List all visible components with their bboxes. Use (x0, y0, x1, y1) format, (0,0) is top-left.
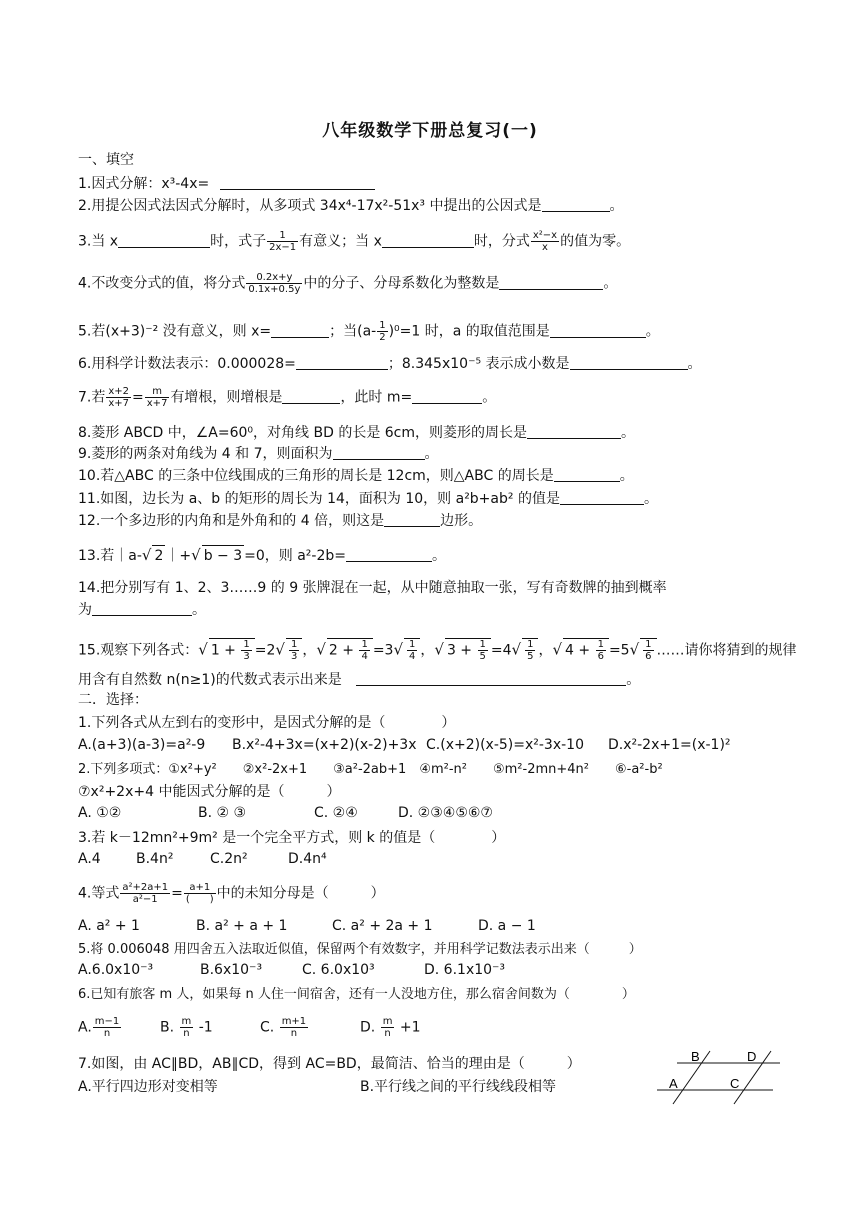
section-choice-heading: 二．选择： (78, 692, 148, 708)
choice-q1-option-c[interactable]: C.(x+2)(x-5)=x²-3x-10 (426, 737, 584, 753)
fill-q8: 8.菱形 ABCD 中，∠A=60⁰，对角线 BD 的长是 6cm，则菱形的周长是 。 (78, 425, 636, 441)
answer-blank[interactable] (92, 601, 192, 616)
choice-q5-option-a[interactable]: A.6.0x10⁻³ (78, 962, 154, 978)
label-b: B (691, 1049, 700, 1064)
fill-q2: 2.用提公因式法因式分解时，从多项式 34x⁴-17x²-51x³ 中提出的公因式是 。 (78, 198, 624, 214)
fill-q6: 6.用科学计数法表示：0.000028= ；8.345x10⁻⁵ 表示成小数是 。 (78, 356, 702, 372)
answer-blank[interactable] (382, 233, 474, 248)
fill-q1: 1.因式分解：x³-4x= (78, 174, 800, 194)
choice-q1-option-a[interactable]: A.(a+3)(a-3)=a²-9 (78, 737, 206, 753)
choice-q2-option-a[interactable]: A. ①② (78, 805, 122, 821)
fill-q9: 9.菱形的两条对角线为 4 和 7，则面积为 。 (78, 446, 439, 462)
fill-q15: 15.观察下列各式：√ 1 + $\frac{1}{3}$ =2√ $\frac{1}{3}$ ，√ 2 + $\frac{1}{4}$ =3√ $\frac{1}{4}$ ，√ 3 + $\frac{1}{5}$ =4√ $\frac{1}{5}$ ，√ 4 + $\frac{1}{6}$ =5√ $\frac{1}{6}$ ……请你将猜到的规律 (78, 639, 797, 662)
choice-q5-option-b[interactable]: B.6x10⁻³ (200, 962, 263, 978)
answer-blank[interactable] (220, 175, 375, 190)
choice-q1-option-b[interactable]: B.x²-4+3x=(x+2)(x-2)+3x (232, 737, 417, 753)
choice-q7-option-b[interactable]: B.平行线之间的平行线线段相等 (360, 1079, 557, 1095)
choice-q6-option-b[interactable]: B. $\frac{m}{n}$ -1 (160, 1016, 213, 1039)
answer-blank[interactable] (346, 547, 432, 562)
answer-blank[interactable] (271, 323, 329, 338)
choice-q5: 5.将 0.006048 用四舍五入法取近似值，保留两个有效数字，并用科学记数法表示出来（ ） (78, 942, 642, 957)
choice-q4: 4.等式 $\frac{\text{a²+2a+1}}{\text{a²−1}}$ = $\frac{a+1}{( )}$ 中的未知分母是（ ） (78, 882, 385, 905)
fill-q14b: 为 。 (78, 602, 206, 618)
choice-q1: 1.下列各式从左到右的变形中，是因式分解的是（ ） (78, 715, 456, 731)
choice-q6-option-c[interactable]: C. $\frac{m+1}{n}$ (260, 1016, 307, 1039)
choice-q2-option-d[interactable]: D. ②③④⑤⑥⑦ (398, 805, 493, 821)
fraction: $\frac{a+1}{( )}$ (185, 882, 214, 905)
answer-blank[interactable] (499, 275, 603, 290)
fill-q15b: 用含有自然数 n(n≥1)的代数式表示出来是 。 (78, 672, 641, 688)
fraction: $\frac{1}{2x-1}$ (269, 230, 297, 253)
fill-q4: 4.不改变分式的值，将分式 $\frac{0.2x+y}{0.1x+0.5y}$ 中的分子、分母系数化为整数是 。 (78, 272, 618, 295)
answer-blank[interactable] (554, 467, 620, 482)
page-title: 八年级数学下册总复习(一) (322, 121, 538, 141)
choice-q6-option-a[interactable]: A. $\frac{m-1}{n}$ (78, 1016, 120, 1039)
fill-q5: 5.若(x+3)⁻² 没有意义，则 x= ；当(a- $\frac{1}{2}$ )⁰=1 时，a 的取值范围是 。 (78, 320, 660, 343)
choice-q3: 3.若 k－12mn²+9m² 是一个完全平方式，则 k 的值是（ ） (78, 830, 506, 846)
choice-q3-option-b[interactable]: B.4n² (136, 851, 174, 867)
choice-q4-option-c[interactable]: C. a² + 2a + 1 (332, 918, 433, 934)
answer-blank[interactable] (560, 490, 644, 505)
label-a: A (669, 1076, 678, 1091)
fraction: $\frac{\text{a²+2a+1}}{\text{a²−1}}$ (122, 882, 169, 905)
answer-blank[interactable] (412, 389, 482, 404)
choice-q2-option-c[interactable]: C. ②④ (314, 805, 358, 821)
answer-blank[interactable] (356, 671, 626, 686)
choice-q4-option-d[interactable]: D. a − 1 (478, 918, 536, 934)
fraction: $\frac{0.2x+y}{0.1x+0.5y}$ (248, 272, 301, 295)
answer-blank[interactable] (570, 355, 688, 370)
choice-q5-option-d[interactable]: D. 6.1x10⁻³ (424, 962, 506, 978)
parallel-lines-figure (655, 1048, 780, 1108)
fraction: $\frac{1}{2}$ (379, 320, 386, 343)
fraction: $\frac{\text{x²−x}}{x}$ (532, 230, 558, 253)
choice-q6-option-d[interactable]: D. $\frac{m}{n}$ +1 (360, 1016, 421, 1039)
fill-q13: 13.若｜a-√ 2 ｜+√ b − 3 =0，则 a²-2b= 。 (78, 546, 446, 564)
choice-q2-option-b[interactable]: B. ② ③ (198, 805, 247, 821)
choice-q4-option-a[interactable]: A. a² + 1 (78, 918, 140, 934)
choice-q2-cont: ⑦x²+2x+4 中能因式分解的是（ ） (78, 784, 341, 800)
fill-q11: 11.如图，边长为 a、b 的矩形的周长为 14，面积为 10，则 a²b+ab² 的值是 。 (78, 491, 658, 507)
fraction: $\frac{m}{x+7}$ (146, 386, 168, 409)
answer-blank[interactable] (296, 355, 388, 370)
answer-blank[interactable] (333, 445, 425, 460)
section-fill-heading: 一、填空 (78, 152, 134, 168)
choice-q3-option-c[interactable]: C.2n² (210, 851, 248, 867)
fill-q10: 10.若△ABC 的三条中位线围成的三角形的周长是 12cm，则△ABC 的周长是 。 (78, 468, 634, 484)
choice-q3-option-a[interactable]: A.4 (78, 851, 101, 867)
choice-q7: 7.如图，由 AC∥BD，AB∥CD，得到 AC=BD，最简洁、恰当的理由是（ ） (78, 1056, 581, 1072)
choice-q6: 6.已知有旅客 m 人，如果每 n 人住一间宿舍，还有一人没地方住，那么宿舍间数为（ ） (78, 987, 635, 1002)
fraction: $\frac{x+2}{x+7}$ (108, 386, 130, 409)
fill-q14a: 14.把分别写有 1、2、3……9 的 9 张牌混在一起，从中随意抽取一张，写有奇数牌的抽到概率 (78, 580, 667, 596)
fill-q7: 7.若 $\frac{x+2}{x+7}$ = $\frac{m}{x+7}$ 有增根，则增根是 ，此时 m= 。 (78, 386, 497, 409)
choice-q7-option-a[interactable]: A.平行四边形对变相等 (78, 1079, 218, 1095)
answer-blank[interactable] (118, 233, 210, 248)
fill-q3: 3.当 x 时，式子 $\frac{1}{2x-1}$ 有意义；当 x 时，分式 $\frac{\text{x²−x}}{x}$ 的值为零。 (78, 230, 631, 253)
choice-q2: 2.下列多项式：①x²+y² ②x²-2x+1 ③a²-2ab+1 ④m²-n² ⑤m²-2mn+4n² ⑥-a²-b² (78, 762, 663, 777)
answer-blank[interactable] (282, 389, 340, 404)
choice-q1-option-d[interactable]: D.x²-2x+1=(x-1)² (608, 737, 731, 753)
answer-blank[interactable] (542, 197, 610, 212)
label-d: D (747, 1049, 757, 1064)
label-c: C (730, 1076, 740, 1091)
answer-blank[interactable] (527, 424, 621, 439)
choice-q3-option-d[interactable]: D.4n⁴ (288, 851, 327, 867)
choice-q5-option-c[interactable]: C. 6.0x10³ (302, 962, 375, 978)
answer-blank[interactable] (384, 512, 440, 527)
fill-q12: 12.一个多边形的内角和是外角和的 4 倍，则这是 边形。 (78, 513, 483, 529)
answer-blank[interactable] (550, 323, 646, 338)
choice-q4-option-b[interactable]: B. a² + a + 1 (196, 918, 288, 934)
